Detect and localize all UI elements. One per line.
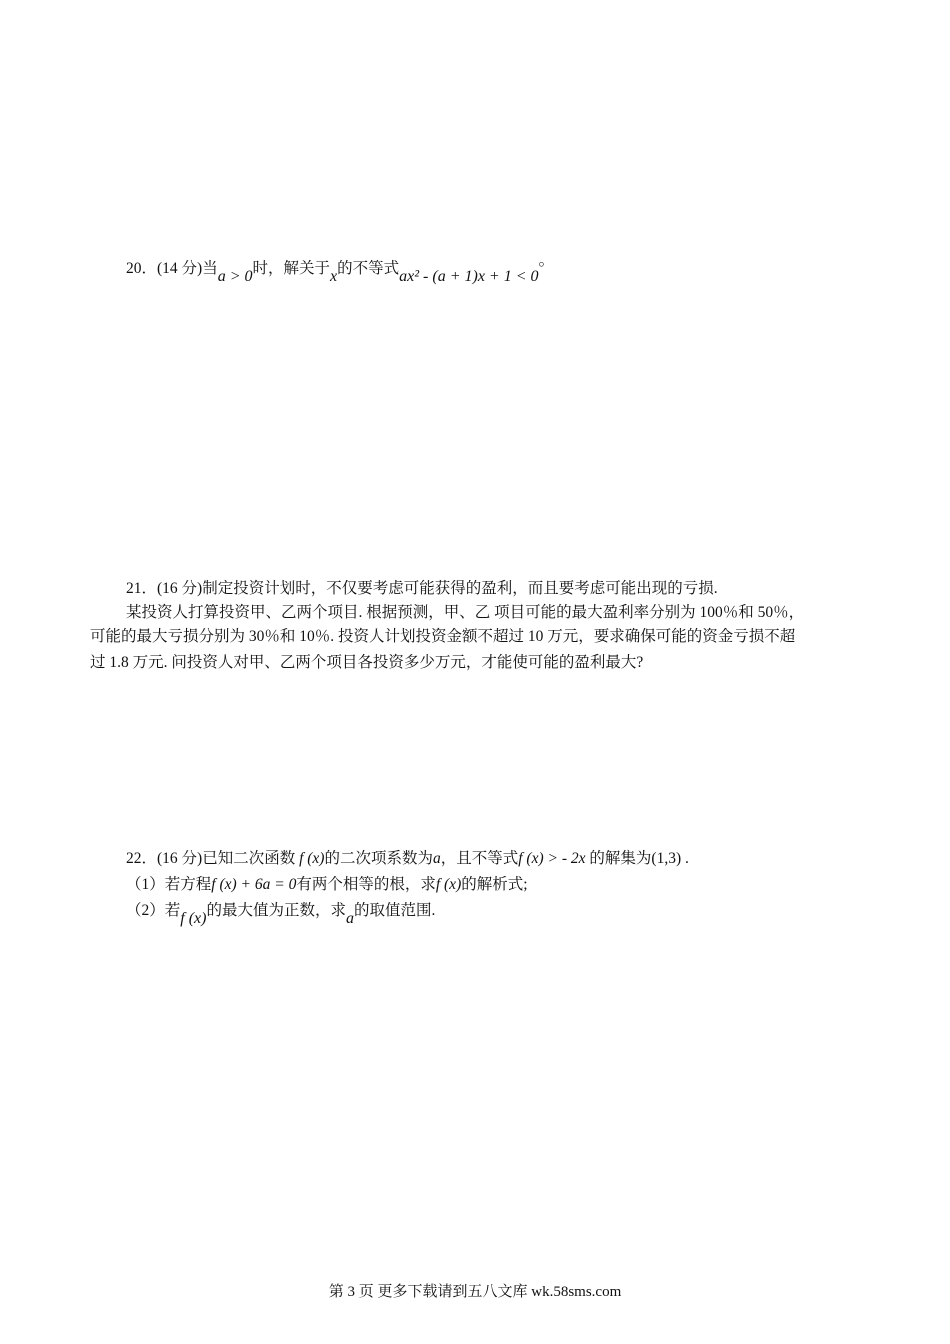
question-21-line-3: 可能的最大亏损分别为 30％和 10％. 投资人计划投资金额不超过 10 万元，要求确保可能的资金亏损不超: [90, 628, 796, 645]
q22-part2-prefix: （2）若: [126, 902, 181, 919]
q22-text-2: ，且不等式: [440, 850, 519, 867]
question-20: [126, 252, 555, 285]
question-21-line-1: 21．(16 分)制定投资计划时，不仅要考虑可能获得的盈利，而且要考虑可能出现的亏损.: [126, 580, 718, 597]
q22-text-3: 的解集为: [589, 850, 652, 867]
question-22-part-1: [126, 874, 528, 896]
q20-end: 。: [538, 252, 555, 269]
q22-part2-text: 的最大值为正数，求: [206, 902, 346, 919]
q20-text-2: 的不等式: [337, 260, 400, 277]
q22-part1-function: f (x): [435, 876, 462, 893]
question-21-line-4: 过 1.8 万元. 问投资人对甲、乙两个项目各投资多少万元，才能使可能的盈利最大?: [90, 654, 644, 671]
q22-part1-text: 有两个相等的根，求: [296, 876, 436, 893]
q22-part1-equation: f (x) + 6a = 0: [211, 876, 297, 893]
q22-prefix: 22．(16 分)已知二次函数: [126, 850, 296, 867]
q22-part2-function: f (x): [180, 910, 207, 927]
q22-part2-end: 的取值范围.: [353, 902, 436, 919]
q22-part1-end: 的解析式;: [461, 876, 528, 893]
q22-inequality: f (x) > - 2x: [518, 850, 586, 867]
q20-text-1: 时，解关于: [252, 260, 331, 277]
question-22: [126, 848, 689, 870]
question-22-part-2: [126, 900, 436, 927]
q22-text-1: 的二次项系数为: [324, 850, 433, 867]
page-footer: 第 3 页 更多下载请到五八文库 wk.58sms.com: [328, 1284, 622, 1300]
q22-coefficient: a: [432, 850, 441, 867]
q22-solution-set: (1,3) .: [651, 850, 689, 867]
q22-part2-coefficient: a: [345, 910, 354, 927]
question-21-line-2: 某投资人打算投资甲、乙两个项目. 根据预测，甲、乙 项目可能的最大盈利率分别为 100％和 50％，: [126, 604, 805, 621]
q20-condition: a > 0: [217, 268, 253, 285]
q22-function: f (x): [299, 850, 325, 867]
q20-inequality: ax² - (a + 1)x + 1 < 0: [399, 268, 539, 285]
q22-part1-prefix: （1）若方程: [126, 876, 212, 893]
q20-prefix: 20．(14 分)当: [126, 260, 218, 277]
q20-variable: x: [330, 268, 338, 285]
